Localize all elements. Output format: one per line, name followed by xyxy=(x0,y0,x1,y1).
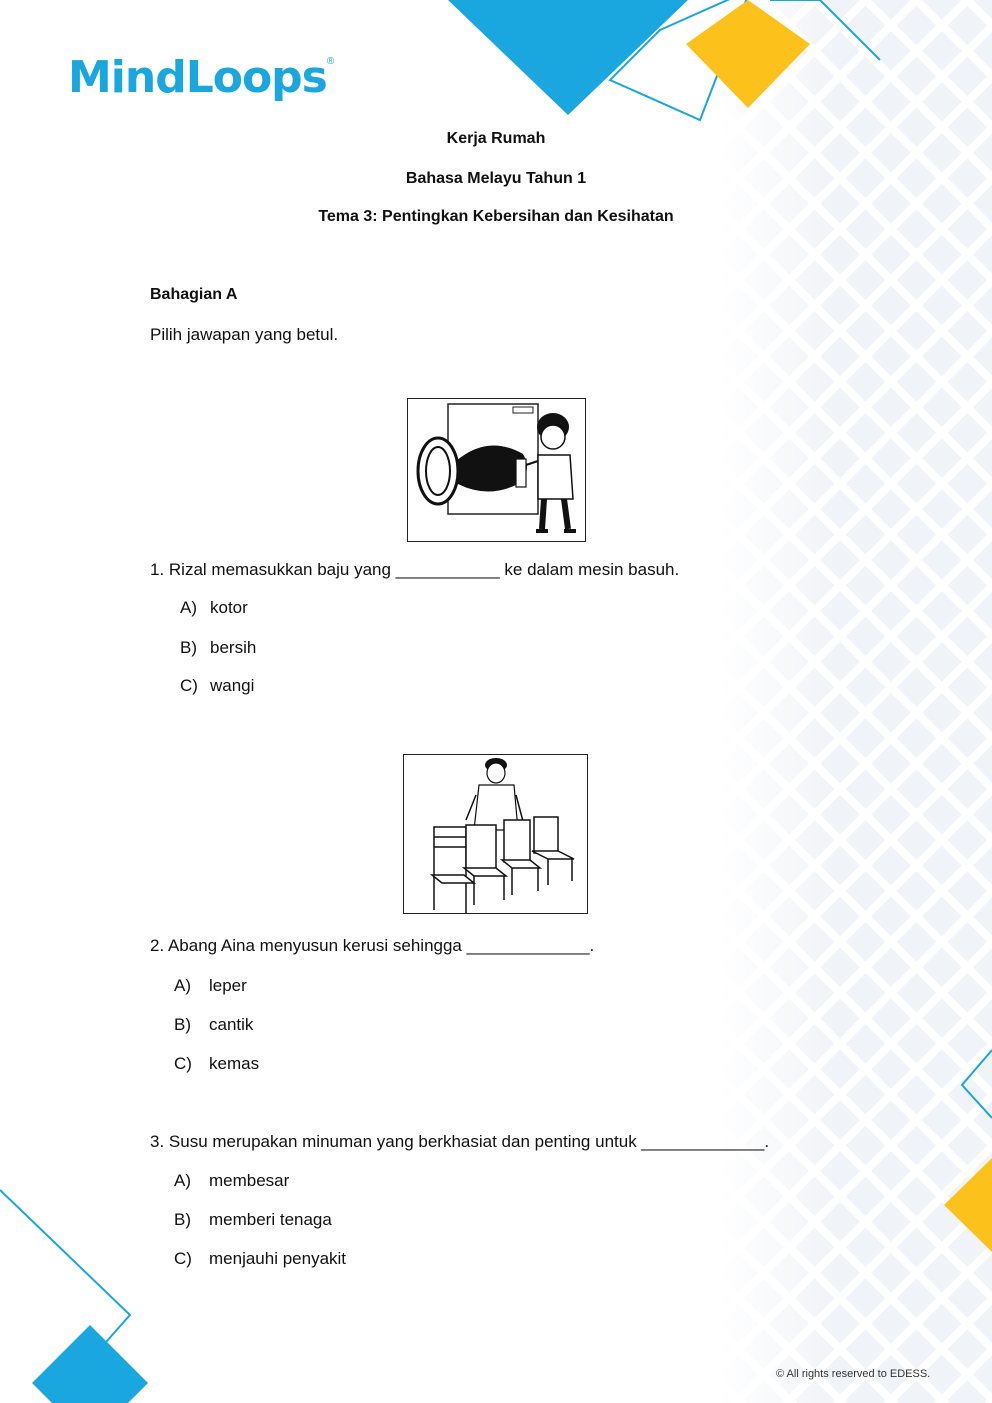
question-2-text: 2. Abang Aina menyusun kerusi sehingga _____________. xyxy=(150,936,595,955)
page-title: Kerja Rumah xyxy=(446,130,546,147)
question-3-text: 3. Susu merupakan minuman yang berkhasiat dan penting untuk _____________. xyxy=(150,1132,770,1151)
option-text: bersih xyxy=(210,638,257,657)
question-2-option-c[interactable] xyxy=(174,1054,259,1074)
mindloops-logo xyxy=(68,52,335,103)
option-text: cantik xyxy=(209,1015,254,1034)
question-3-option-a[interactable] xyxy=(174,1171,289,1191)
logo-registered-mark: ® xyxy=(326,56,335,67)
option-letter: A) xyxy=(174,1171,191,1190)
option-text: memberi tenaga xyxy=(209,1210,332,1229)
option-text: kotor xyxy=(210,598,248,617)
question-1-option-c[interactable] xyxy=(180,676,254,696)
logo-text: MindLoops xyxy=(68,52,327,103)
question-2-option-b[interactable] xyxy=(174,1015,253,1035)
option-letter: B) xyxy=(174,1210,191,1229)
option-text: menjauhi penyakit xyxy=(209,1249,347,1268)
question-3-option-c[interactable] xyxy=(174,1249,346,1269)
boy-arranging-chairs-illustration xyxy=(403,754,588,914)
option-letter: B) xyxy=(174,1015,191,1034)
option-letter: C) xyxy=(174,1054,192,1073)
option-letter: C) xyxy=(180,676,198,695)
section-instruction: Pilih jawapan yang betul. xyxy=(150,325,339,344)
option-letter: C) xyxy=(174,1249,192,1268)
section-title: Bahagian A xyxy=(150,286,238,303)
option-text: wangi xyxy=(210,676,255,695)
option-letter: A) xyxy=(174,976,191,995)
question-2-option-a[interactable] xyxy=(174,976,247,996)
subject-title: Bahasa Melayu Tahun 1 xyxy=(405,170,587,187)
question-1-option-b[interactable] xyxy=(180,638,256,658)
boy-washing-machine-illustration xyxy=(407,398,586,542)
option-letter: A) xyxy=(180,598,197,617)
option-text: kemas xyxy=(209,1054,260,1073)
option-letter: B) xyxy=(180,638,197,657)
question-1-text: 1. Rizal memasukkan baju yang ___________ ke dalam mesin basuh. xyxy=(150,560,680,579)
question-1-option-a[interactable] xyxy=(180,598,248,618)
copyright-footer: © All rights reserved to EDESS. xyxy=(776,1368,931,1380)
option-text: leper xyxy=(209,976,247,995)
option-text: membesar xyxy=(209,1171,290,1190)
theme-title: Tema 3: Pentingkan Kebersihan dan Kesihatan xyxy=(318,208,674,225)
question-3-option-b[interactable] xyxy=(174,1210,332,1230)
